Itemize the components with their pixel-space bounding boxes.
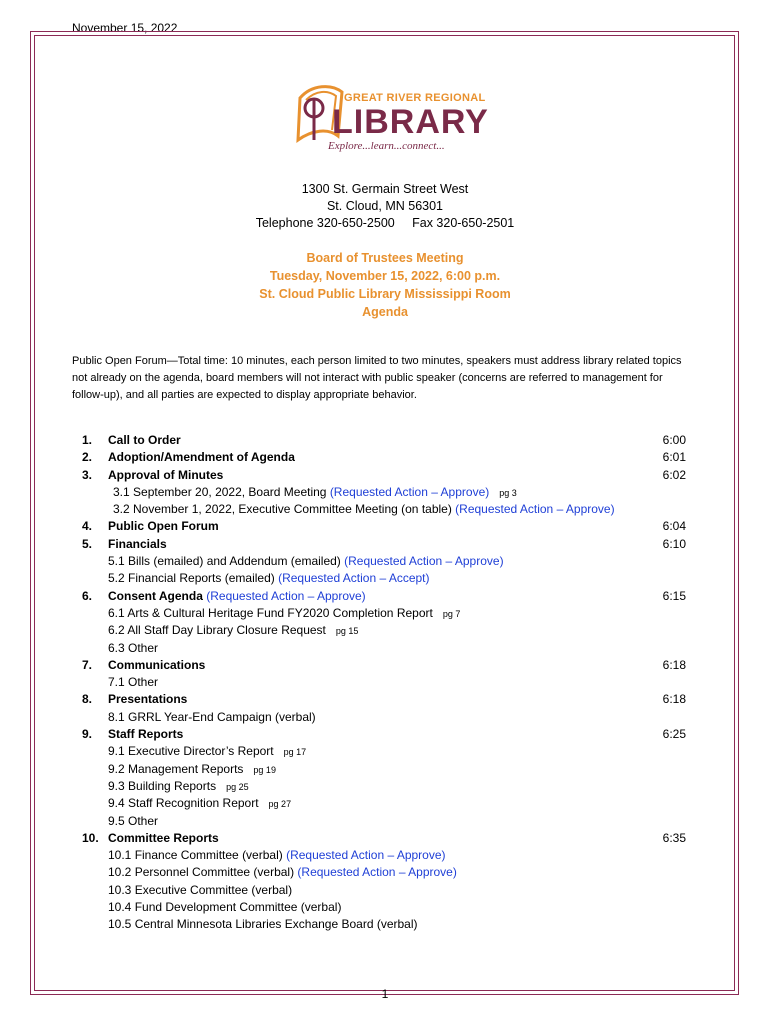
subitem-text: 9.1 Executive Director’s Report xyxy=(108,744,274,759)
agenda-subitem xyxy=(72,553,692,570)
logo-line-1: GREAT RIVER REGIONAL xyxy=(344,92,486,104)
requested-action: (Requested Action – Approve) xyxy=(329,484,490,499)
address-phone: Telephone 320-650-2500 Fax 320-650-2501 xyxy=(255,216,515,230)
agenda-subitem xyxy=(72,605,692,622)
meeting-location: St. Cloud Public Library Mississippi Room xyxy=(259,287,511,301)
agenda-subitem xyxy=(72,813,692,830)
requested-action: (Requested Action – Approve) xyxy=(297,865,457,880)
agenda-subitem xyxy=(72,899,692,916)
item-title: Presentations xyxy=(108,692,188,707)
item-time: 6:18 xyxy=(662,657,686,672)
address-city: St. Cloud, MN 56301 xyxy=(326,199,444,213)
agenda-subitem xyxy=(72,501,692,518)
agenda-item xyxy=(72,726,692,743)
page-reference: pg 7 xyxy=(442,608,461,619)
agenda-subitem xyxy=(72,847,692,864)
page-reference: pg 15 xyxy=(335,626,359,637)
item-number: 5. xyxy=(82,536,93,551)
agenda-item xyxy=(72,467,692,484)
subitem-text: 10.4 Fund Development Committee (verbal) xyxy=(108,900,342,915)
item-title: Committee Reports xyxy=(108,830,219,845)
item-title: Call to Order xyxy=(108,433,181,447)
agenda-subitem xyxy=(72,743,692,760)
agenda-item xyxy=(72,830,692,847)
item-title: Financials xyxy=(108,536,167,551)
subitem-text: 10.2 Personnel Committee (verbal) xyxy=(108,865,298,880)
item-number: 2. xyxy=(82,450,93,465)
subitem-text: 6.1 Arts & Cultural Heritage Fund FY2020 Completion Report xyxy=(108,605,433,620)
agenda-subitem xyxy=(72,761,692,778)
page-reference: pg 19 xyxy=(253,764,276,775)
item-number: 10. xyxy=(82,830,99,845)
subitem-text: 8.1 GRRL Year-End Campaign (verbal) xyxy=(108,709,316,724)
agenda-subitem xyxy=(72,570,692,587)
item-number: 8. xyxy=(82,692,93,707)
agenda-subitem xyxy=(72,864,692,881)
meeting-datetime: Tuesday, November 15, 2022, 6:00 p.m. xyxy=(269,269,501,283)
page-reference: pg 17 xyxy=(283,747,307,758)
item-title: Communications xyxy=(108,657,206,672)
page-reference: pg 3 xyxy=(499,487,517,498)
agenda-subitem xyxy=(72,916,692,933)
agenda-subitem xyxy=(72,622,692,639)
logo-line-2: LIBRARY xyxy=(332,103,489,141)
subitem-text: 6.3 Other xyxy=(108,640,159,655)
item-number: 7. xyxy=(82,657,93,672)
subitem-text: 6.2 All Staff Day Library Closure Request xyxy=(108,623,326,638)
agenda-item xyxy=(72,691,692,708)
agenda-subitem xyxy=(72,674,692,691)
agenda-item xyxy=(72,449,692,466)
address-block xyxy=(0,181,770,232)
logo-tagline: Explore...learn...connect... xyxy=(328,140,445,152)
item-title: Consent Agenda xyxy=(108,588,207,603)
public-forum-notice: Public Open Forum—Total time: 10 minutes, each person limited to two minutes, speakers must address library related topics not already on the agenda, board members will not interact with public speaker (concerns are referred to management for follow-up), and all parties are expected to display appropriate behavior. xyxy=(72,355,682,401)
item-number: 4. xyxy=(82,519,93,534)
item-title: Approval of Minutes xyxy=(108,467,224,482)
item-time: 6:01 xyxy=(662,450,686,465)
subitem-text: 10.3 Executive Committee (verbal) xyxy=(108,882,293,897)
agenda-item xyxy=(72,518,692,535)
item-title: Public Open Forum xyxy=(108,519,219,534)
agenda-list xyxy=(72,432,692,934)
subitem-text: 5.1 Bills (emailed) and Addendum (emailed) xyxy=(108,554,345,569)
item-time: 6:25 xyxy=(662,727,686,742)
library-logo xyxy=(292,78,489,164)
item-time: 6:18 xyxy=(662,692,686,707)
requested-action: (Requested Action – Approve) xyxy=(286,848,446,863)
item-time: 6:02 xyxy=(662,467,686,482)
agenda-subitem xyxy=(72,778,692,795)
page-reference: pg 25 xyxy=(226,781,249,792)
subitem-text: 9.3 Building Reports xyxy=(108,778,217,793)
agenda-subitem xyxy=(72,640,692,657)
subitem-text: 7.1 Other xyxy=(108,675,159,690)
item-time: 6:00 xyxy=(662,433,686,447)
item-time: 6:04 xyxy=(662,519,686,534)
subitem-text: 3.2 November 1, 2022, Executive Committee Meeting (on table) xyxy=(113,502,456,517)
subitem-text: 9.2 Management Reports xyxy=(108,761,244,776)
requested-action: (Requested Action – Approve) xyxy=(455,502,615,517)
meeting-doc-title: Agenda xyxy=(362,305,408,319)
requested-action: (Requested Action – Approve) xyxy=(206,588,366,603)
item-time: 6:35 xyxy=(662,830,686,845)
agenda-item xyxy=(72,536,692,553)
item-time: 6:10 xyxy=(662,536,686,551)
subitem-text: 9.5 Other xyxy=(108,813,159,828)
requested-action: (Requested Action – Accept) xyxy=(278,571,430,586)
meeting-heading xyxy=(0,249,770,321)
item-number: 3. xyxy=(82,467,93,482)
subitem-text: 5.2 Financial Reports (emailed) xyxy=(108,571,279,586)
item-number: 6. xyxy=(82,588,93,603)
item-number: 9. xyxy=(82,727,93,742)
agenda-subitem xyxy=(72,484,692,501)
document-date: November 15, 2022 xyxy=(72,21,178,35)
subitem-text: 10.1 Finance Committee (verbal) xyxy=(108,848,287,863)
agenda-subitem xyxy=(72,882,692,899)
item-title: Adoption/Amendment of Agenda xyxy=(108,450,295,465)
requested-action: (Requested Action – Approve) xyxy=(344,554,504,569)
page-number: 1 xyxy=(381,987,389,1001)
agenda-item xyxy=(72,432,692,449)
subitem-text: 9.4 Staff Recognition Report xyxy=(108,796,259,811)
address-street: 1300 St. Germain Street West xyxy=(301,182,469,196)
agenda-item xyxy=(72,588,692,605)
agenda-subitem xyxy=(72,795,692,812)
item-title: Staff Reports xyxy=(108,727,184,742)
meeting-name: Board of Trustees Meeting xyxy=(306,251,464,265)
subitem-text: 3.1 September 20, 2022, Board Meeting xyxy=(113,484,330,499)
subitem-text: 10.5 Central Minnesota Libraries Exchange Board (verbal) xyxy=(108,917,418,932)
agenda-subitem xyxy=(72,709,692,726)
item-number: 1. xyxy=(82,433,93,447)
item-time: 6:15 xyxy=(662,588,686,603)
page-reference: pg 27 xyxy=(268,799,292,810)
agenda-item xyxy=(72,657,692,674)
